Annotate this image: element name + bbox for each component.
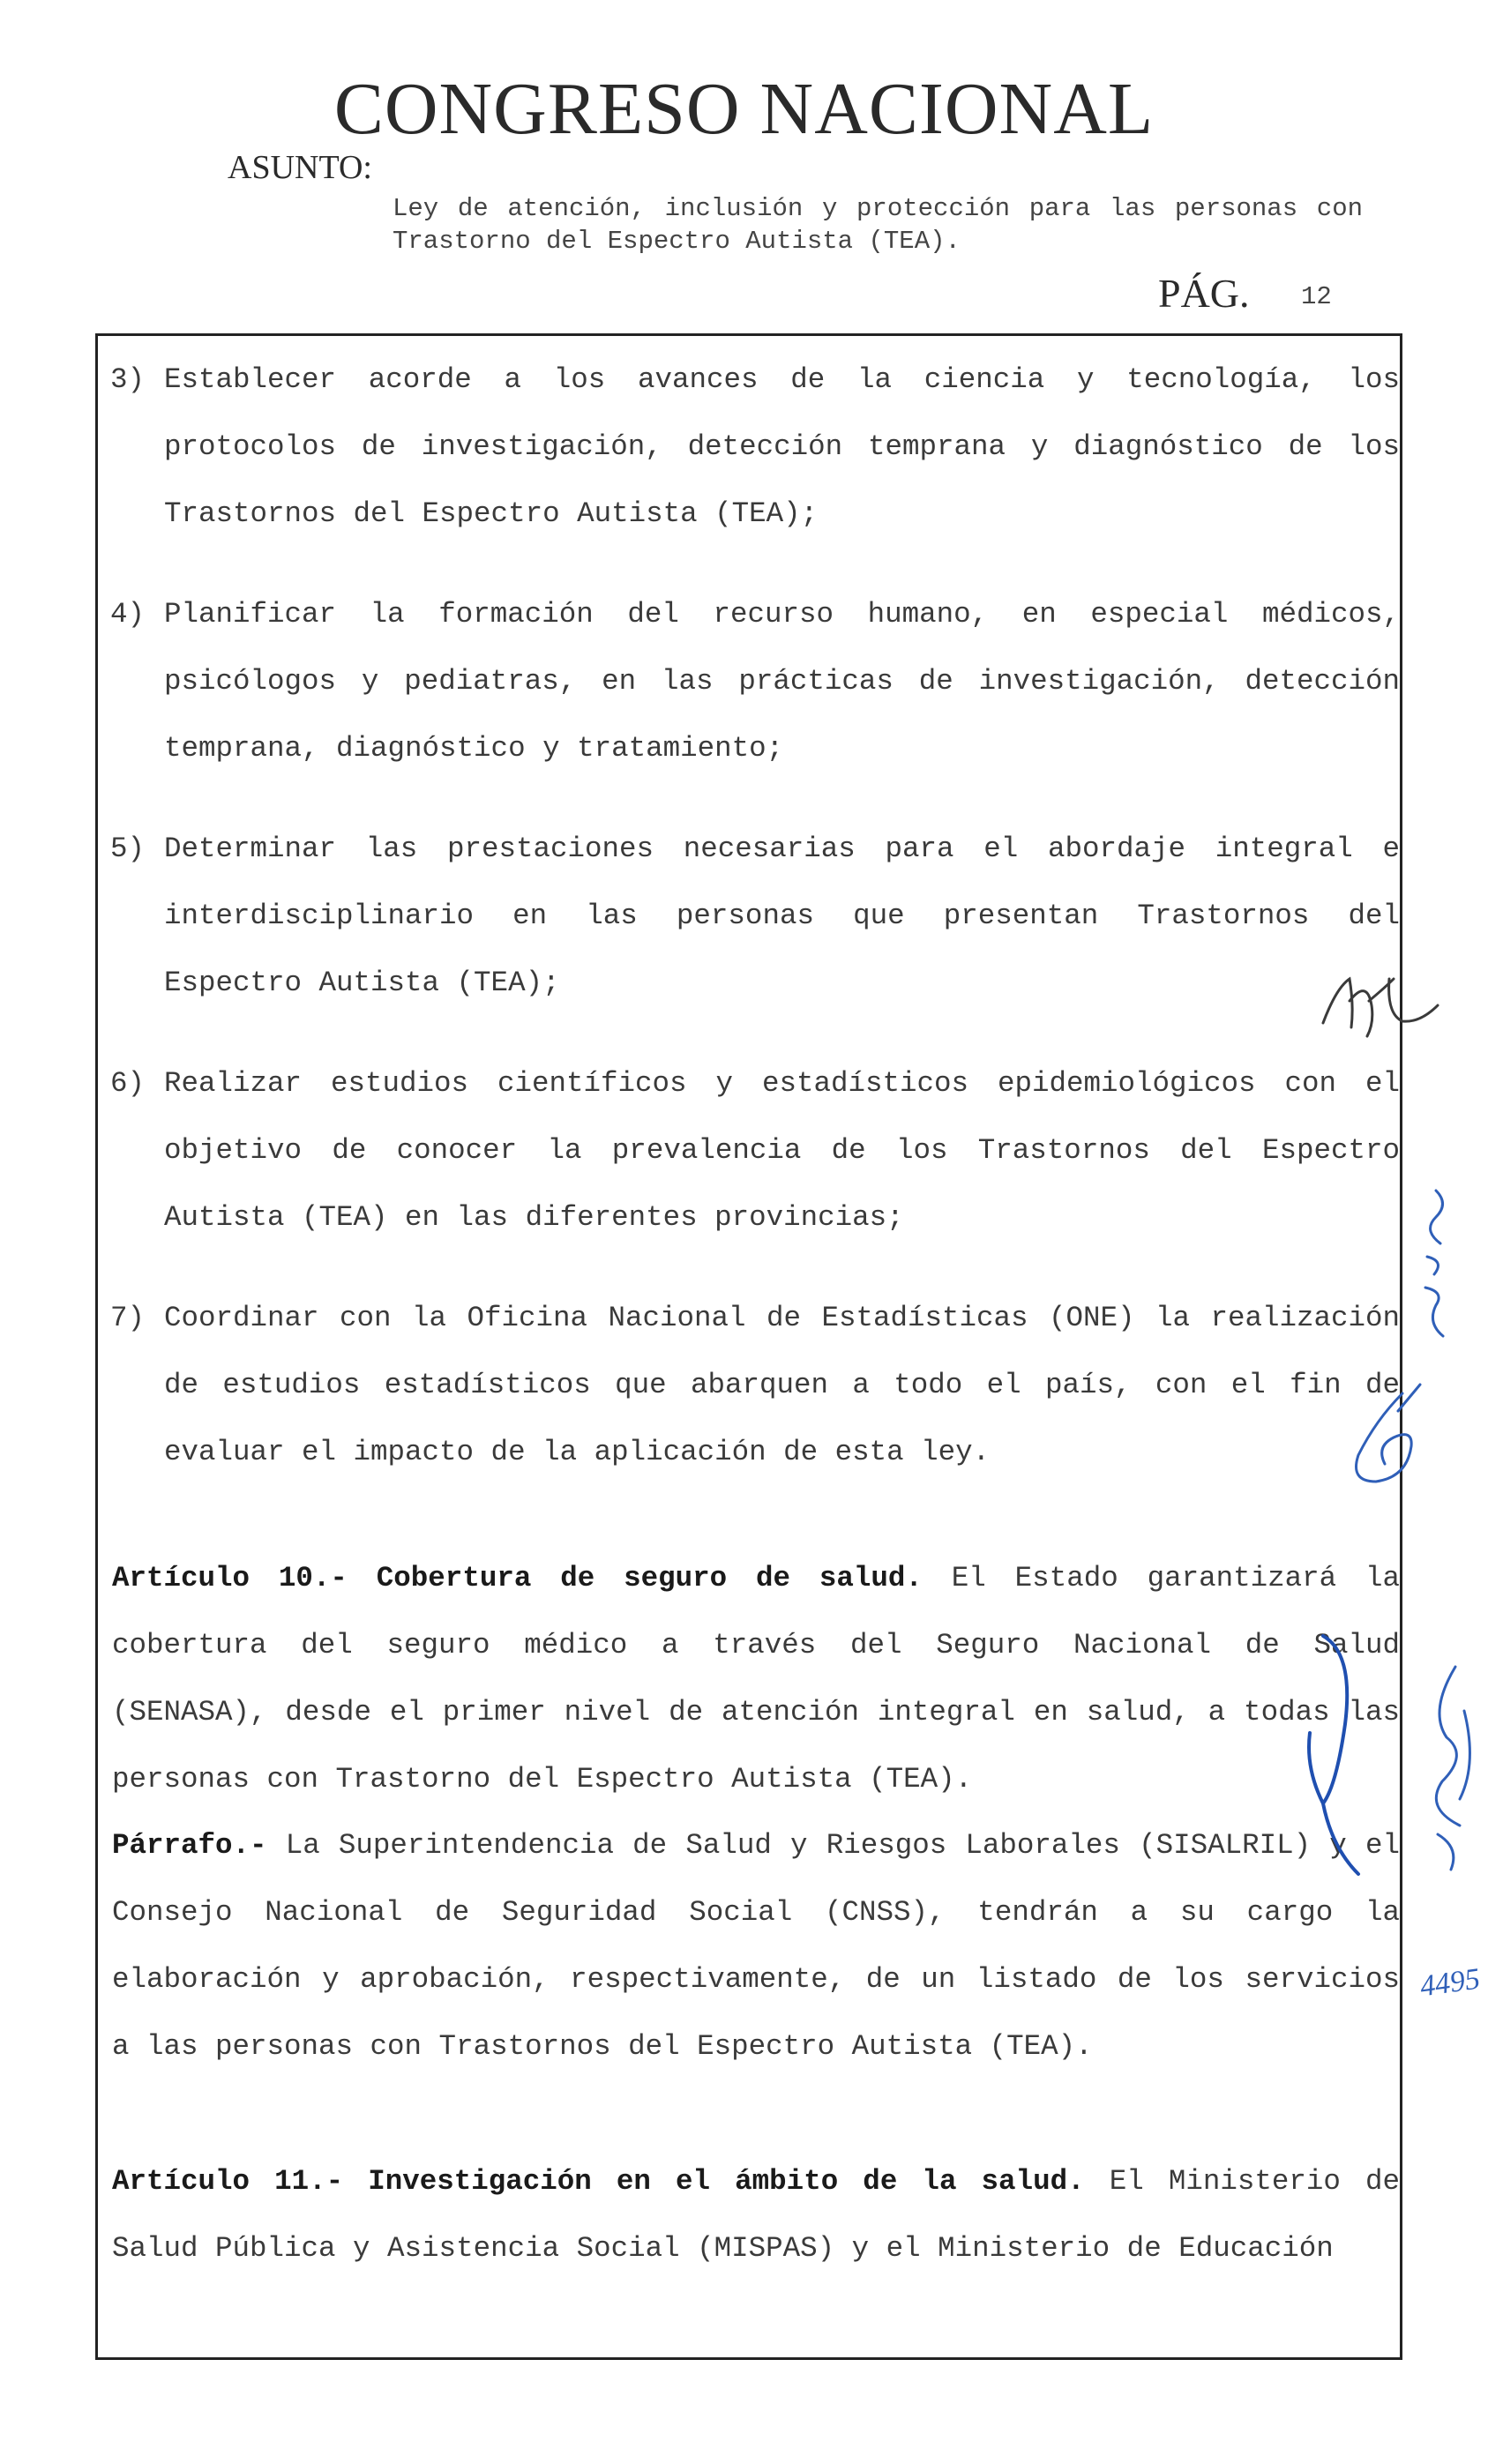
article-11-text: El Ministerio de Salud Pública y Asistencia Social (MISPAS) y el Ministerio de Educación: [112, 2165, 1400, 2265]
handwritten-initials: [1305, 952, 1482, 1058]
list-item: [110, 1285, 1400, 1486]
item-text: Determinar las prestaciones necesarias para el abordaje integral e interdisciplinario en las personas que presentan Trastornos del Espectro Autista (TEA);: [164, 833, 1400, 999]
asunto-label: ASUNTO:: [228, 149, 372, 186]
item-number: 6): [110, 1067, 146, 1100]
page-label: PÁG.: [1158, 271, 1250, 316]
item-text: Coordinar con la Oficina Nacional de Estadísticas (ONE) la realización de estudios estadísticos que abarquen a todo el país, con el fin de evaluar el impacto de la aplicación de esta ley.: [164, 1302, 1400, 1468]
paragraph-text: La Superintendencia de Salud y Riesgos Laborales (SISALRIL) y el Consejo Nacional de Seguridad Social (CNSS), tendrán a su cargo la elaboración y aprobación, respectivamente, de un listado de los servicios a las personas con Trastornos del Espectro Autista (TEA).: [112, 1829, 1400, 2063]
handwritten-number: 4495: [1417, 1962, 1483, 2004]
item-text: Planificar la formación del recurso humano, en especial médicos, psicólogos y pediatras, en las prácticas de investigación, detección temprana, diagnóstico y tratamiento;: [164, 598, 1400, 765]
paragraph-heading: Párrafo.-: [112, 1829, 267, 1862]
page-header-title: CONGRESO NACIONAL: [333, 68, 1155, 150]
page-number: 12: [1301, 282, 1332, 311]
handwritten-signature-mark: [1323, 1376, 1447, 1508]
subject-text: Ley de atención, inclusión y protección para las personas con Trastorno del Espectro Autista (TEA).: [393, 194, 1363, 256]
article-11: [112, 2148, 1400, 2282]
list-item: [110, 581, 1400, 782]
list-item: [110, 816, 1400, 1017]
handwritten-margin-mark: [1401, 1182, 1471, 1349]
list-item: [110, 347, 1400, 548]
item-number: 3): [110, 363, 146, 396]
item-number: 7): [110, 1302, 146, 1334]
item-number: 4): [110, 598, 146, 631]
article-10-heading: Artículo 10.- Cobertura de seguro de salud.: [112, 1562, 923, 1594]
article-10: [112, 1545, 1400, 1813]
article-10-text: El Estado garantizará la cobertura del seguro médico a través del Seguro Nacional de Salud (SENASA), desde el primer nivel de atención integral en salud, a todas las personas con Trastorno del Espectro Autista (TEA).: [112, 1562, 1401, 1796]
article-11-heading: Artículo 11.- Investigación en el ámbito de la salud.: [112, 2165, 1085, 2198]
item-number: 5): [110, 833, 146, 865]
handwritten-signature: [1411, 1658, 1486, 1878]
list-item: [110, 1050, 1400, 1251]
handwritten-pen-stroke: [1270, 1627, 1376, 1892]
article-10-paragraph: [112, 1812, 1400, 2080]
item-text: Realizar estudios científicos y estadísticos epidemiológicos con el objetivo de conocer la prevalencia de los Trastornos del Espectro Autista (TEA) en las diferentes provincias;: [164, 1067, 1400, 1234]
item-text: Establecer acorde a los avances de la ciencia y tecnología, los protocolos de investigación, detección temprana y diagnóstico de los Trastornos del Espectro Autista (TEA);: [164, 363, 1400, 530]
